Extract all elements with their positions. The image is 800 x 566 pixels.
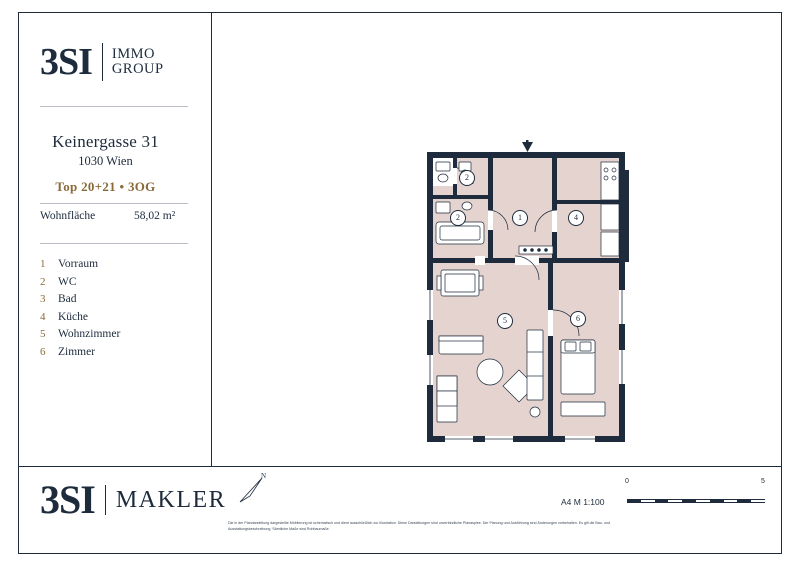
property-address: Keinergasse 31	[52, 132, 159, 151]
scale-bar	[627, 495, 765, 509]
legend-label: Bad	[58, 293, 77, 305]
floorplan-drawing	[415, 140, 640, 445]
legend-number: 2	[40, 275, 46, 288]
logo-mark: 3SI	[40, 41, 92, 83]
logo-word-immo: IMMO	[111, 45, 156, 62]
legend-number: 3	[40, 293, 46, 305]
legend-item	[40, 276, 200, 288]
room-marker-5-wohnzimmer: 5	[497, 313, 513, 329]
logo-word-makler: MAKLER	[115, 486, 227, 513]
logo-separator-footer	[105, 485, 106, 515]
logo-immo-group	[40, 38, 192, 86]
area-value: 58,02 m²	[134, 210, 176, 222]
legend-label: Küche	[58, 310, 89, 323]
legend-item	[40, 328, 200, 340]
scale-min: 0	[625, 478, 629, 485]
footer-divider	[18, 466, 782, 467]
legend-number: 5	[40, 328, 46, 340]
divider-under-logo	[40, 106, 188, 107]
room-marker-1: 1	[512, 210, 528, 226]
divider-above-area	[40, 203, 188, 204]
legend-label: Zimmer	[58, 345, 96, 358]
property-unit: Top 20+21 • 3OG	[55, 179, 156, 194]
scale-label: A4 M 1:100	[561, 497, 605, 507]
legend-label: WC	[58, 275, 77, 288]
room-legend	[40, 258, 200, 363]
logo-word-group: GROUP	[111, 61, 164, 77]
logo-makler	[40, 477, 227, 522]
area-label: Wohnfläche	[40, 210, 96, 222]
legend-number: 4	[40, 310, 46, 323]
svg-text:N: N	[261, 472, 267, 480]
legend-number: 6	[40, 345, 46, 358]
room-marker-2-wc: 2	[459, 170, 475, 186]
logo-words	[112, 47, 164, 77]
legend-item	[40, 311, 200, 323]
room-marker-6-zimmer: 6	[570, 311, 586, 327]
legend-item	[40, 293, 200, 305]
property-city: 1030 Wien	[78, 154, 133, 168]
room-marker-4-kueche: 4	[568, 210, 584, 226]
room-marker-3-bad: 2	[450, 210, 466, 226]
legend-label: Wohnzimmer	[58, 328, 121, 340]
north-arrow-icon	[232, 468, 274, 510]
divider-above-legend	[40, 243, 188, 244]
logo-separator	[102, 43, 103, 81]
logo-mark-footer: 3SI	[40, 477, 95, 522]
legend-number: 1	[40, 258, 46, 270]
legend-label: Vorraum	[58, 258, 99, 270]
disclaimer-text: Die in der Plandarstellung dargestellte Möblierung ist schematisch und dient ausschließlich zur Illustration. Diese Darstellungen sind unverbindliche Planaspiee. Der Planung und Ausführung sind Änderungen vorbehalten. Es gilt die Bau- und Ausstattungsbeschreibung. Sämtliche Maße sind Rohbaumaße.	[228, 521, 610, 531]
legend-item	[40, 346, 200, 358]
panel-divider	[211, 12, 212, 466]
legend-item	[40, 258, 200, 270]
scale-max: 5	[761, 478, 765, 485]
